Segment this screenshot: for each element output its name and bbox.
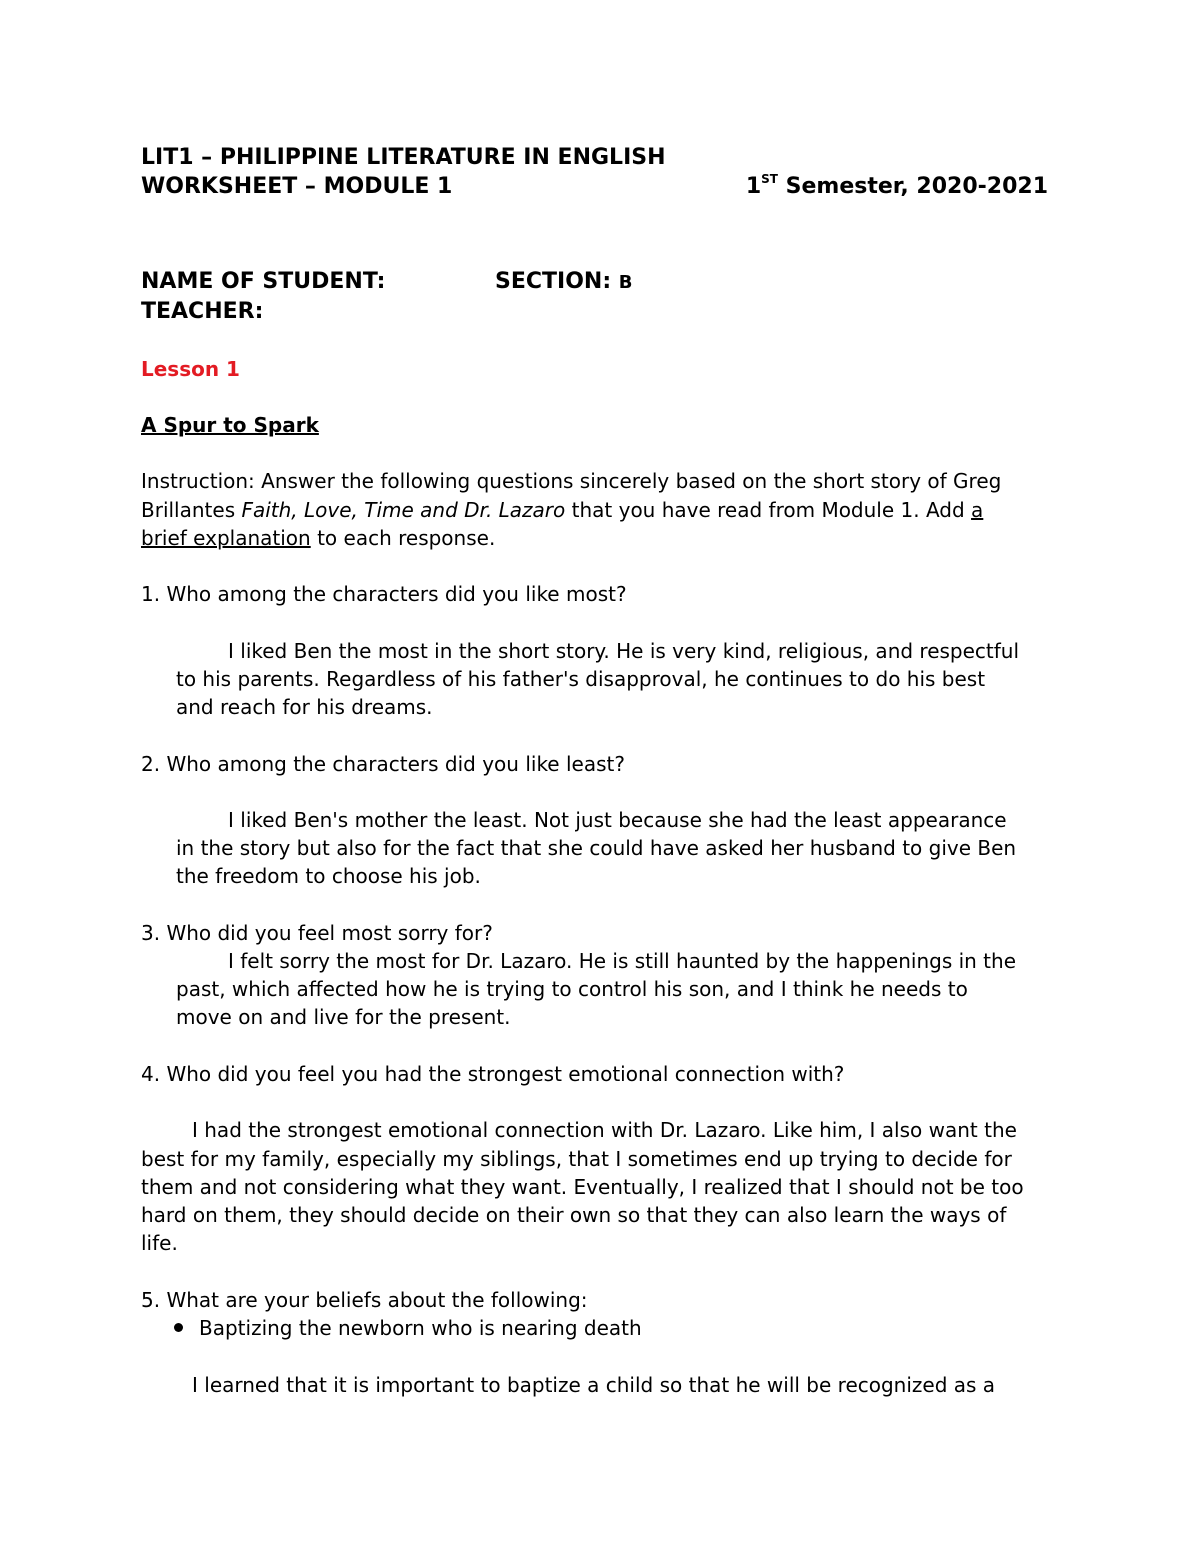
student-name-label: NAME OF STUDENT: [141,269,386,294]
answer-4-line-5: life. [141,1231,178,1255]
answer-3-line-3: move on and live for the present. [176,1005,511,1029]
answer-1-line-1: I liked Ben the most in the short story. He is very kind, religious, and respectful [228,639,1020,663]
question-3: 3. Who did you feel most sorry for? [141,921,493,945]
question-5: 5. What are your beliefs about the following: [141,1288,588,1312]
lesson-subtitle: A Spur to Spark [141,413,319,437]
section-value: B [618,272,633,293]
instruction-line-2 [141,496,983,524]
lesson-title: Lesson 1 [141,357,240,381]
answer-1-line-2: to his parents. Regardless of his father's disapproval, he continues to do his best [176,667,986,691]
semester-text: Semester, 2020-2021 [777,174,1048,199]
answer-3-line-2: past, which affected how he is trying to control his son, and I think he needs to [176,977,968,1001]
semester-label [746,173,1048,201]
answer-1-line-3: and reach for his dreams. [176,695,433,719]
answer-2-line-1: I liked Ben's mother the least. Not just because she had the least appearance [228,808,1007,832]
instruction-line-3 [141,524,495,552]
answer-5-line-1: I learned that it is important to baptize a child so that he will be recognized as a [192,1373,996,1397]
answer-4-line-3: them and not considering what they want. Eventually, I realized that I should not be too [141,1175,1024,1199]
instruction-text: Brillantes [141,498,242,522]
section-label-text: SECTION: [495,269,619,294]
story-title: Faith, Love, Time and Dr. Lazaro [241,498,566,522]
question-4: 4. Who did you feel you had the strongest emotional connection with? [141,1062,845,1086]
bullet-item [174,1314,642,1342]
question-2: 2. Who among the characters did you like least? [141,752,625,776]
bullet-icon [174,1323,183,1332]
instruction-text: to each response. [310,526,496,550]
semester-ordinal-suffix: ST [761,171,778,186]
answer-2-line-3: the freedom to choose his job. [176,864,481,888]
answer-4-line-1: I had the strongest emotional connection with Dr. Lazaro. Like him, I also want the [192,1118,1017,1142]
course-title: LIT1 – PHILIPPINE LITERATURE IN ENGLISH [141,145,666,170]
answer-4-line-2: best for my family, especially my siblings, that I sometimes end up trying to decide for [141,1147,1012,1171]
instruction-line-1: Instruction: Answer the following questions sincerely based on the short story of Greg [141,469,1002,493]
worksheet-title: WORKSHEET – MODULE 1 [141,174,453,199]
question-1: 1. Who among the characters did you like most? [141,582,627,606]
instruction-text: that you have read from Module 1. Add [565,498,972,522]
semester-number: 1 [745,174,762,199]
answer-3-line-1: I felt sorry the most for Dr. Lazaro. He is still haunted by the happenings in the [228,949,1017,973]
answer-4-line-4: hard on them, they should decide on their own so that they can also learn the ways of [141,1203,1007,1227]
bullet-text: Baptizing the newborn who is nearing death [199,1316,642,1340]
instruction-underlined: a [971,498,984,522]
teacher-label: TEACHER: [141,299,264,324]
answer-2-line-2: in the story but also for the fact that she could have asked her husband to give Ben [176,836,1017,860]
section-label [495,268,633,297]
instruction-underlined: brief explanation [141,526,311,550]
